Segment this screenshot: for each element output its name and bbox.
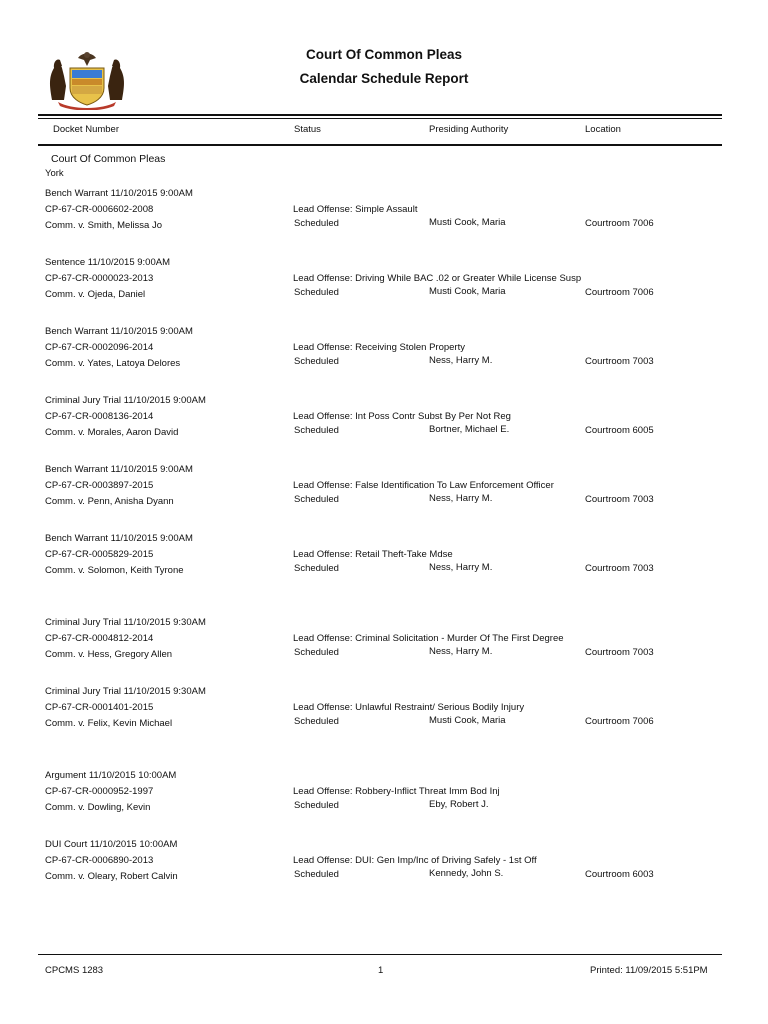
entry-judge: Musti Cook, Maria — [429, 715, 506, 726]
calendar-entry — [0, 257, 768, 307]
entry-caption: Comm. v. Ojeda, Daniel — [45, 289, 146, 300]
calendar-entry — [0, 533, 768, 583]
entry-event: Bench Warrant 11/10/2015 9:00AM — [45, 533, 193, 544]
footer-page-number: 1 — [378, 965, 384, 976]
entry-event: Sentence 11/10/2015 9:00AM — [45, 257, 171, 268]
entry-docket: CP-67-CR-0002096-2014 — [45, 342, 154, 353]
entry-event: Criminal Jury Trial 11/10/2015 9:00AM — [45, 395, 206, 406]
header-top-rule-thin — [38, 118, 722, 119]
entry-docket: CP-67-CR-0001401-2015 — [45, 702, 154, 713]
footer-form-number: CPCMS 1283 — [45, 965, 104, 976]
entry-caption: Comm. v. Penn, Anisha Dyann — [45, 496, 174, 507]
entry-offense: Lead Offense: Simple Assault — [293, 204, 418, 215]
entry-docket: CP-67-CR-0005829-2015 — [45, 549, 154, 560]
entry-event: Bench Warrant 11/10/2015 9:00AM — [45, 326, 193, 337]
entry-docket: CP-67-CR-0006602-2008 — [45, 204, 154, 215]
report-title: Court Of Common Pleas — [305, 47, 462, 62]
entry-caption: Comm. v. Felix, Kevin Michael — [45, 718, 173, 729]
entry-event: Bench Warrant 11/10/2015 9:00AM — [45, 464, 193, 475]
entry-caption: Comm. v. Morales, Aaron David — [45, 427, 179, 438]
entry-status: Scheduled — [294, 494, 339, 505]
calendar-entry — [0, 617, 768, 667]
entry-caption: Comm. v. Yates, Latoya Delores — [45, 358, 181, 369]
entry-location: Courtroom 7006 — [585, 218, 654, 229]
entry-offense: Lead Offense: Int Poss Contr Subst By Per Not Reg — [293, 411, 511, 422]
section-court-name: Court Of Common Pleas — [51, 153, 166, 165]
entry-docket: CP-67-CR-0004812-2014 — [45, 633, 154, 644]
entry-judge: Eby, Robert J. — [429, 799, 489, 810]
report-subtitle: Calendar Schedule Report — [299, 71, 469, 86]
entry-status: Scheduled — [294, 647, 339, 658]
footer-printed-date: Printed: 11/09/2015 5:51PM — [590, 965, 708, 976]
header-top-rule — [38, 114, 722, 116]
entry-status: Scheduled — [294, 716, 339, 727]
entry-judge: Ness, Harry M. — [429, 355, 493, 366]
calendar-entry — [0, 686, 768, 736]
entry-status: Scheduled — [294, 218, 339, 229]
calendar-entry — [0, 326, 768, 376]
entry-event: Criminal Jury Trial 11/10/2015 9:30AM — [45, 686, 206, 697]
entry-docket: CP-67-CR-0000952-1997 — [45, 786, 154, 797]
entry-offense: Lead Offense: Receiving Stolen Property — [293, 342, 465, 353]
entry-status: Scheduled — [294, 800, 339, 811]
calendar-entry — [0, 464, 768, 514]
calendar-entry — [0, 770, 768, 820]
entry-caption: Comm. v. Solomon, Keith Tyrone — [45, 565, 184, 576]
section-county: York — [45, 168, 64, 179]
entry-docket: CP-67-CR-0003897-2015 — [45, 480, 154, 491]
entry-judge: Musti Cook, Maria — [429, 286, 506, 297]
entry-status: Scheduled — [294, 425, 339, 436]
entry-location: Courtroom 7003 — [585, 356, 654, 367]
entry-caption: Comm. v. Dowling, Kevin — [45, 802, 151, 813]
entry-caption: Comm. v. Smith, Melissa Jo — [45, 220, 163, 231]
entry-judge: Kennedy, John S. — [429, 868, 504, 879]
entry-docket: CP-67-CR-0000023-2013 — [45, 273, 154, 284]
entry-event: Argument 11/10/2015 10:00AM — [45, 770, 177, 781]
entry-offense: Lead Offense: Robbery-Inflict Threat Imm Bod Inj — [293, 786, 500, 797]
column-header-status: Status — [294, 124, 321, 135]
entry-location: Courtroom 7003 — [585, 494, 654, 505]
column-header-location: Location — [585, 124, 621, 135]
header-bottom-rule — [38, 144, 722, 146]
entry-caption: Comm. v. Oleary, Robert Calvin — [45, 871, 178, 882]
column-header-docket: Docket Number — [53, 124, 119, 135]
entry-location: Courtroom 7006 — [585, 287, 654, 298]
entry-judge: Musti Cook, Maria — [429, 217, 506, 228]
entry-offense: Lead Offense: Driving While BAC .02 or Greater While License Susp — [293, 273, 582, 284]
entry-location: Courtroom 7003 — [585, 563, 654, 574]
entry-offense: Lead Offense: Unlawful Restraint/ Serious Bodily Injury — [293, 702, 525, 713]
entry-status: Scheduled — [294, 287, 339, 298]
entry-event: DUI Court 11/10/2015 10:00AM — [45, 839, 178, 850]
entry-docket: CP-67-CR-0008136-2014 — [45, 411, 154, 422]
pennsylvania-seal-logo — [44, 48, 130, 110]
entry-offense: Lead Offense: DUI: Gen Imp/Inc of Driving Safely - 1st Off — [293, 855, 537, 866]
entry-judge: Bortner, Michael E. — [429, 424, 510, 435]
column-header-authority: Presiding Authority — [429, 124, 509, 135]
calendar-entry — [0, 839, 768, 889]
footer-rule — [38, 954, 722, 955]
calendar-entry — [0, 188, 768, 238]
entry-judge: Ness, Harry M. — [429, 493, 493, 504]
entry-status: Scheduled — [294, 563, 339, 574]
entry-event: Bench Warrant 11/10/2015 9:00AM — [45, 188, 193, 199]
entry-event: Criminal Jury Trial 11/10/2015 9:30AM — [45, 617, 206, 628]
entry-judge: Ness, Harry M. — [429, 562, 493, 573]
entry-location: Courtroom 6003 — [585, 869, 654, 880]
entry-offense: Lead Offense: Criminal Solicitation - Murder Of The First Degree — [293, 633, 564, 644]
entry-offense: Lead Offense: False Identification To Law Enforcement Officer — [293, 480, 554, 491]
entry-location: Courtroom 7006 — [585, 716, 654, 727]
entry-location: Courtroom 7003 — [585, 647, 654, 658]
entry-judge: Ness, Harry M. — [429, 646, 493, 657]
entry-offense: Lead Offense: Retail Theft-Take Mdse — [293, 549, 453, 560]
entry-docket: CP-67-CR-0006890-2013 — [45, 855, 154, 866]
entry-caption: Comm. v. Hess, Gregory Allen — [45, 649, 173, 660]
entry-location: Courtroom 6005 — [585, 425, 654, 436]
entry-status: Scheduled — [294, 869, 339, 880]
entry-status: Scheduled — [294, 356, 339, 367]
calendar-entry — [0, 395, 768, 445]
